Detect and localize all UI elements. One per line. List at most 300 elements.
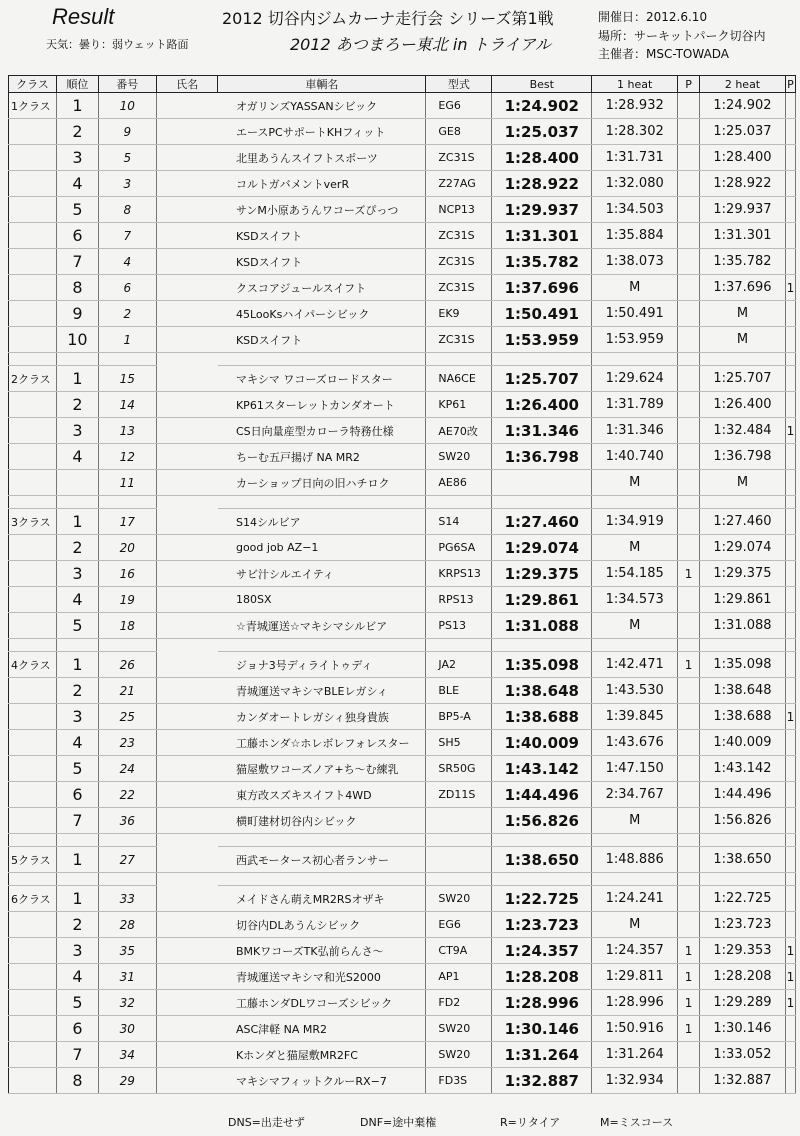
penalty2-cell <box>785 808 795 834</box>
class-separator <box>9 496 796 509</box>
heat2-cell: M <box>700 470 786 496</box>
class-cell <box>9 275 57 301</box>
rank-cell: 3 <box>56 418 98 444</box>
model-cell: ZC31S <box>426 327 492 353</box>
rank-cell: 7 <box>56 1042 98 1068</box>
number-cell: 15 <box>98 366 156 392</box>
penalty2-cell <box>785 652 795 678</box>
penalty2-cell <box>785 535 795 561</box>
rank-cell: 3 <box>56 704 98 730</box>
table-row <box>9 366 796 392</box>
model-cell: JA2 <box>426 652 492 678</box>
column-header: 1 heat <box>592 76 678 93</box>
model-cell: SH5 <box>426 730 492 756</box>
best-time-cell: 1:24.902 <box>492 93 592 119</box>
heat2-cell: 1:56.826 <box>700 808 786 834</box>
model-cell: PS13 <box>426 613 492 639</box>
rank-cell: 2 <box>56 119 98 145</box>
number-cell: 35 <box>98 938 156 964</box>
penalty2-cell <box>785 730 795 756</box>
heat1-cell: 1:50.491 <box>592 301 678 327</box>
class-cell <box>9 730 57 756</box>
class-cell: 5クラス <box>9 847 57 873</box>
model-cell: ZC31S <box>426 249 492 275</box>
best-time-cell: 1:23.723 <box>492 912 592 938</box>
penalty1-cell: 1 <box>678 964 700 990</box>
name-cell <box>156 470 218 496</box>
number-cell: 27 <box>98 847 156 873</box>
car-name-cell: サビ汁シルエイティ <box>218 561 426 587</box>
number-cell: 25 <box>98 704 156 730</box>
class-cell <box>9 587 57 613</box>
number-cell: 17 <box>98 509 156 535</box>
penalty1-cell <box>678 886 700 912</box>
rank-cell: 2 <box>56 678 98 704</box>
car-name-cell: 西武モータース初心者ランサー <box>218 847 426 873</box>
event-date: 開催日：2012.6.10 <box>598 10 708 24</box>
heat2-cell: 1:31.301 <box>700 223 786 249</box>
model-cell: NCP13 <box>426 197 492 223</box>
heat2-cell: 1:29.289 <box>700 990 786 1016</box>
heat1-cell: 1:28.932 <box>592 93 678 119</box>
name-cell <box>156 990 218 1016</box>
table-row <box>9 93 796 119</box>
heat1-cell: 1:39.845 <box>592 704 678 730</box>
class-cell <box>9 301 57 327</box>
best-time-cell: 1:38.688 <box>492 704 592 730</box>
heat2-cell: 1:26.400 <box>700 392 786 418</box>
penalty1-cell <box>678 145 700 171</box>
number-cell: 21 <box>98 678 156 704</box>
penalty1-cell <box>678 249 700 275</box>
heat1-cell: 1:42.471 <box>592 652 678 678</box>
penalty2-cell: 1 <box>785 704 795 730</box>
heat1-cell: 1:43.676 <box>592 730 678 756</box>
car-name-cell: good job AZ−1 <box>218 535 426 561</box>
model-cell <box>426 808 492 834</box>
number-cell: 26 <box>98 652 156 678</box>
table-row <box>9 197 796 223</box>
penalty2-cell <box>785 678 795 704</box>
model-cell: AE70改 <box>426 418 492 444</box>
car-name-cell: 切谷内DLあうんシビック <box>218 912 426 938</box>
heat1-cell: 1:43.530 <box>592 678 678 704</box>
table-row <box>9 535 796 561</box>
number-cell: 1 <box>98 327 156 353</box>
number-cell: 24 <box>98 756 156 782</box>
table-row <box>9 275 796 301</box>
car-name-cell: KP61スターレットカンダオート <box>218 392 426 418</box>
class-cell <box>9 678 57 704</box>
heat1-cell: 1:35.884 <box>592 223 678 249</box>
car-name-cell: カーショップ日向の旧ハチロク <box>218 470 426 496</box>
number-cell: 30 <box>98 1016 156 1042</box>
rank-cell: 5 <box>56 990 98 1016</box>
model-cell: ZC31S <box>426 223 492 249</box>
class-cell <box>9 1042 57 1068</box>
name-cell <box>156 197 218 223</box>
model-cell: AE86 <box>426 470 492 496</box>
legend-dnf: DNF=途中棄権 <box>360 1116 437 1129</box>
class-cell <box>9 808 57 834</box>
model-cell: NA6CE <box>426 366 492 392</box>
penalty1-cell <box>678 1068 700 1094</box>
penalty2-cell <box>785 366 795 392</box>
car-name-cell: CS日向量産型カローラ特務仕様 <box>218 418 426 444</box>
rank-cell: 9 <box>56 301 98 327</box>
table-row <box>9 912 796 938</box>
name-cell <box>156 327 218 353</box>
heat1-cell: 1:32.934 <box>592 1068 678 1094</box>
rank-cell: 4 <box>56 730 98 756</box>
model-cell: CT9A <box>426 938 492 964</box>
heat1-cell: M <box>592 470 678 496</box>
results-table <box>8 75 796 1094</box>
heat2-cell: 1:36.798 <box>700 444 786 470</box>
rank-cell: 6 <box>56 223 98 249</box>
best-time-cell: 1:50.491 <box>492 301 592 327</box>
rank-cell: 1 <box>56 886 98 912</box>
penalty2-cell <box>785 1068 795 1094</box>
model-cell: FD3S <box>426 1068 492 1094</box>
table-row <box>9 509 796 535</box>
penalty2-cell: 1 <box>785 990 795 1016</box>
name-cell <box>156 678 218 704</box>
penalty2-cell: 1 <box>785 964 795 990</box>
name-cell <box>156 392 218 418</box>
rank-cell: 3 <box>56 145 98 171</box>
best-time-cell <box>492 470 592 496</box>
penalty2-cell <box>785 1016 795 1042</box>
penalty1-cell <box>678 912 700 938</box>
table-row <box>9 652 796 678</box>
table-row <box>9 444 796 470</box>
class-separator <box>9 353 796 366</box>
penalty1-cell <box>678 678 700 704</box>
model-cell: ZD11S <box>426 782 492 808</box>
car-name-cell: 45LooKsハイパーシビック <box>218 301 426 327</box>
rank-cell: 3 <box>56 561 98 587</box>
rank-cell: 6 <box>56 782 98 808</box>
penalty2-cell <box>785 145 795 171</box>
name-cell <box>156 587 218 613</box>
model-cell: SW20 <box>426 1042 492 1068</box>
name-cell <box>156 535 218 561</box>
table-row <box>9 392 796 418</box>
column-header: 車輌名 <box>218 76 426 93</box>
best-time-cell: 1:28.400 <box>492 145 592 171</box>
number-cell: 3 <box>98 171 156 197</box>
best-time-cell: 1:40.009 <box>492 730 592 756</box>
penalty2-cell: 1 <box>785 275 795 301</box>
best-time-cell: 1:43.142 <box>492 756 592 782</box>
name-cell <box>156 418 218 444</box>
name-cell <box>156 509 218 535</box>
table-row <box>9 119 796 145</box>
best-time-cell: 1:31.346 <box>492 418 592 444</box>
table-row <box>9 470 796 496</box>
best-time-cell: 1:38.650 <box>492 847 592 873</box>
car-name-cell: サンM小原あうんワコーズぴっつ <box>218 197 426 223</box>
best-time-cell: 1:25.037 <box>492 119 592 145</box>
penalty2-cell <box>785 327 795 353</box>
penalty1-cell <box>678 1042 700 1068</box>
class-cell <box>9 444 57 470</box>
table-row <box>9 730 796 756</box>
best-time-cell: 1:35.782 <box>492 249 592 275</box>
class-cell <box>9 1016 57 1042</box>
best-time-cell: 1:29.375 <box>492 561 592 587</box>
table-row <box>9 171 796 197</box>
heat1-cell: M <box>592 808 678 834</box>
heat1-cell: M <box>592 275 678 301</box>
rank-cell: 4 <box>56 171 98 197</box>
number-cell: 36 <box>98 808 156 834</box>
heat2-cell: 1:25.707 <box>700 366 786 392</box>
column-header: 2 heat <box>700 76 786 93</box>
heat2-cell: 1:28.208 <box>700 964 786 990</box>
table-row <box>9 327 796 353</box>
model-cell: BP5-A <box>426 704 492 730</box>
heat2-cell: 1:29.353 <box>700 938 786 964</box>
rank-cell: 6 <box>56 1016 98 1042</box>
rank-cell: 7 <box>56 808 98 834</box>
name-cell <box>156 275 218 301</box>
penalty1-cell <box>678 171 700 197</box>
class-cell: 1クラス <box>9 93 57 119</box>
best-time-cell: 1:31.301 <box>492 223 592 249</box>
heat2-cell: 1:44.496 <box>700 782 786 808</box>
table-row <box>9 613 796 639</box>
penalty2-cell <box>785 782 795 808</box>
heat2-cell: 1:29.861 <box>700 587 786 613</box>
model-cell: SR50G <box>426 756 492 782</box>
table-row <box>9 678 796 704</box>
car-name-cell: 180SX <box>218 587 426 613</box>
heat1-cell: M <box>592 912 678 938</box>
number-cell: 14 <box>98 392 156 418</box>
heat2-cell: 1:35.782 <box>700 249 786 275</box>
table-row <box>9 782 796 808</box>
event-place: 場所：サーキットパーク切谷内 <box>598 29 766 43</box>
car-name-cell: ちーむ五戸揚げ NA MR2 <box>218 444 426 470</box>
class-cell <box>9 119 57 145</box>
table-row <box>9 847 796 873</box>
number-cell: 18 <box>98 613 156 639</box>
heat1-cell: 1:34.573 <box>592 587 678 613</box>
heat2-cell: 1:29.375 <box>700 561 786 587</box>
penalty1-cell <box>678 847 700 873</box>
model-cell: Z27AG <box>426 171 492 197</box>
model-cell: KRPS13 <box>426 561 492 587</box>
model-cell: S14 <box>426 509 492 535</box>
class-cell <box>9 392 57 418</box>
class-cell <box>9 938 57 964</box>
best-time-cell: 1:37.696 <box>492 275 592 301</box>
heat1-cell: 2:34.767 <box>592 782 678 808</box>
penalty1-cell <box>678 366 700 392</box>
event-organizer: 主催者：MSC-TOWADA <box>598 47 730 61</box>
car-name-cell: Kホンダと猫屋敷MR2FC <box>218 1042 426 1068</box>
penalty1-cell <box>678 301 700 327</box>
rank-cell: 7 <box>56 249 98 275</box>
class-cell <box>9 171 57 197</box>
penalty2-cell <box>785 561 795 587</box>
number-cell: 20 <box>98 535 156 561</box>
number-cell: 11 <box>98 470 156 496</box>
rank-cell <box>56 470 98 496</box>
class-cell <box>9 223 57 249</box>
penalty1-cell <box>678 93 700 119</box>
model-cell: PG6SA <box>426 535 492 561</box>
name-cell <box>156 938 218 964</box>
class-cell <box>9 704 57 730</box>
best-time-cell: 1:28.208 <box>492 964 592 990</box>
car-name-cell: BMKワコーズTK弘前らんさ〜 <box>218 938 426 964</box>
best-time-cell: 1:36.798 <box>492 444 592 470</box>
name-cell <box>156 119 218 145</box>
heat2-cell: 1:33.052 <box>700 1042 786 1068</box>
rank-cell: 8 <box>56 1068 98 1094</box>
best-time-cell: 1:31.088 <box>492 613 592 639</box>
model-cell: ZC31S <box>426 145 492 171</box>
penalty2-cell <box>785 1042 795 1068</box>
penalty2-cell <box>785 223 795 249</box>
rank-cell: 2 <box>56 535 98 561</box>
model-cell: ZC31S <box>426 275 492 301</box>
rank-cell: 2 <box>56 912 98 938</box>
class-cell <box>9 327 57 353</box>
class-cell <box>9 470 57 496</box>
class-cell <box>9 1068 57 1094</box>
column-header: 氏名 <box>156 76 218 93</box>
penalty2-cell <box>785 886 795 912</box>
penalty2-cell <box>785 756 795 782</box>
legend-retire: R=リタイア <box>500 1116 561 1129</box>
heat2-cell: 1:30.146 <box>700 1016 786 1042</box>
number-cell: 8 <box>98 197 156 223</box>
heat2-cell: M <box>700 301 786 327</box>
name-cell <box>156 1042 218 1068</box>
car-name-cell: 横町建材切谷内シビック <box>218 808 426 834</box>
heat2-cell: 1:40.009 <box>700 730 786 756</box>
class-cell <box>9 249 57 275</box>
rank-cell: 1 <box>56 366 98 392</box>
class-cell <box>9 756 57 782</box>
class-cell: 4クラス <box>9 652 57 678</box>
heat1-cell: 1:31.264 <box>592 1042 678 1068</box>
number-cell: 6 <box>98 275 156 301</box>
heat1-cell: 1:38.073 <box>592 249 678 275</box>
number-cell: 33 <box>98 886 156 912</box>
model-cell: SW20 <box>426 1016 492 1042</box>
best-time-cell: 1:27.460 <box>492 509 592 535</box>
penalty1-cell <box>678 730 700 756</box>
name-cell <box>156 613 218 639</box>
best-time-cell: 1:24.357 <box>492 938 592 964</box>
rank-cell: 10 <box>56 327 98 353</box>
penalty1-cell <box>678 509 700 535</box>
number-cell: 5 <box>98 145 156 171</box>
penalty1-cell <box>678 613 700 639</box>
table-row <box>9 886 796 912</box>
number-cell: 22 <box>98 782 156 808</box>
penalty2-cell <box>785 197 795 223</box>
best-time-cell: 1:22.725 <box>492 886 592 912</box>
penalty2-cell <box>785 119 795 145</box>
number-cell: 34 <box>98 1042 156 1068</box>
name-cell <box>156 171 218 197</box>
heat1-cell: 1:29.811 <box>592 964 678 990</box>
model-cell: SW20 <box>426 886 492 912</box>
rank-cell: 2 <box>56 392 98 418</box>
class-cell <box>9 145 57 171</box>
class-cell <box>9 197 57 223</box>
car-name-cell: 工藤ホンダDLワコーズシビック <box>218 990 426 1016</box>
number-cell: 31 <box>98 964 156 990</box>
best-time-cell: 1:44.496 <box>492 782 592 808</box>
name-cell <box>156 704 218 730</box>
penalty1-cell <box>678 327 700 353</box>
class-separator <box>9 873 796 886</box>
heat2-cell: 1:29.074 <box>700 535 786 561</box>
heat1-cell: 1:24.357 <box>592 938 678 964</box>
table-row <box>9 145 796 171</box>
table-row <box>9 587 796 613</box>
number-cell: 29 <box>98 1068 156 1094</box>
best-time-cell: 1:56.826 <box>492 808 592 834</box>
car-name-cell: メイドさん萌えMR2RSオザキ <box>218 886 426 912</box>
model-cell: EK9 <box>426 301 492 327</box>
class-cell: 2クラス <box>9 366 57 392</box>
penalty1-cell <box>678 756 700 782</box>
number-cell: 23 <box>98 730 156 756</box>
penalty1-cell <box>678 444 700 470</box>
car-name-cell: マキシマ ワコーズロードスター <box>218 366 426 392</box>
heat1-cell: 1:31.789 <box>592 392 678 418</box>
car-name-cell: 工藤ホンダ☆ホレボレフォレスター <box>218 730 426 756</box>
heat1-cell: 1:24.241 <box>592 886 678 912</box>
car-name-cell: 青城運送マキシマ和光S2000 <box>218 964 426 990</box>
table-header <box>9 76 796 93</box>
class-separator <box>9 639 796 652</box>
weather-info: 天気：曇り：弱ウェット路面 <box>46 38 189 51</box>
rank-cell: 8 <box>56 275 98 301</box>
heat2-cell: 1:23.723 <box>700 912 786 938</box>
table-row <box>9 561 796 587</box>
table-row <box>9 249 796 275</box>
best-time-cell: 1:28.922 <box>492 171 592 197</box>
penalty2-cell: 1 <box>785 418 795 444</box>
penalty1-cell <box>678 535 700 561</box>
penalty1-cell: 1 <box>678 652 700 678</box>
rank-cell: 1 <box>56 652 98 678</box>
car-name-cell: KSDスイフト <box>218 223 426 249</box>
table-row <box>9 756 796 782</box>
name-cell <box>156 756 218 782</box>
best-time-cell: 1:26.400 <box>492 392 592 418</box>
name-cell <box>156 847 218 873</box>
table-row <box>9 1042 796 1068</box>
number-cell: 12 <box>98 444 156 470</box>
best-time-cell: 1:31.264 <box>492 1042 592 1068</box>
heat2-cell: 1:28.922 <box>700 171 786 197</box>
best-time-cell: 1:32.887 <box>492 1068 592 1094</box>
rank-cell: 5 <box>56 197 98 223</box>
car-name-cell: オガリンズYASSANシビック <box>218 93 426 119</box>
penalty1-cell <box>678 470 700 496</box>
heat2-cell: 1:35.098 <box>700 652 786 678</box>
